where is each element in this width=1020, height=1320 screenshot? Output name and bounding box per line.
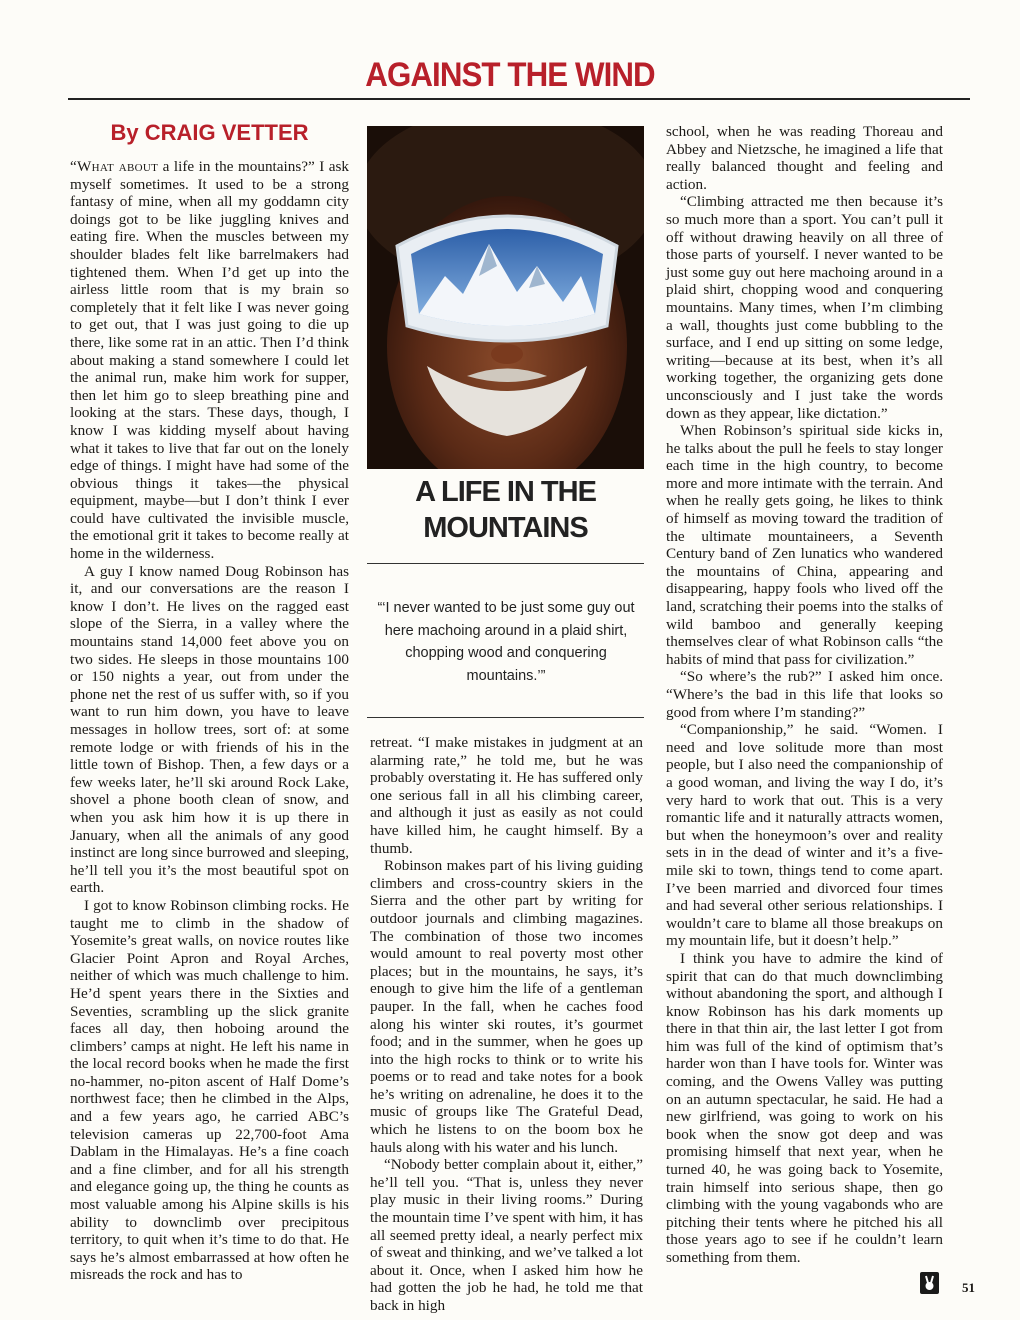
paragraph: “What about a life in the mountains?” I ask myself sometimes. It used to be a strong fantasy of mine, when all my goddamn city doings got to be like juggling knives and eating fire. When the muscles between my shoulder blades felt like barrelmakers had tightened them. When I’d get up into the airless little room that is my brain so completely that it felt like I was never going to get out, that I was just going to die up there, like some rat in an attic. Then I’d think about making a stand somewhere I could let the animal run, make him work for supper, then let him go to sleep breathing pine and looking at the stars. These days, though, I know I was kidding myself about having what it takes to live that far out on the lonely edge of things. I might have had some of the obvious things it takes—the physical equipment, maybe—but I don’t think I ever could have cultivated the invisible muscle, the emotional grit it takes to become really at home in the wilderness. [70,158,349,563]
paragraph: When Robinson’s spiritual side kicks in, he talks about the pull he feels to stay longer each time in the high country, to become more and more intimate with the terrain. And when he really gets going, he likes to think of himself as moving toward the tradition of the ultimate mountaineers, a Seventh Century band of Zen lunatics who wandered the mountains of China, appearing and disappearing, happy fools who lived off the land, scratching their poems into the stalks of wild bamboo and generally keeping themselves clear of what Robinson calls “the habits of mind that pass for civilization.” [666,422,943,668]
paragraph: retreat. “I make mistakes in judgment at an alarming rate,” he told me, but he was probably overstating it. He has suffered only one serious fall in all his climbing career, and although it just as easily as not could have killed him, he caught himself. By a thumb. [370,734,643,857]
paragraph: school, when he was reading Thoreau and Abbey and Nietzsche, he imagined a life that really balanced thought and feeling and action. [666,123,943,193]
article-column-3 [666,123,943,1267]
lead-in: “What about [70,158,159,175]
page-number: 51 [962,1280,975,1295]
article-title: AGAINST THE WIND [365,56,655,94]
paragraph: A guy I know named Doug Robinson has it, and our conversations are the reason I know I don’t. He lives on the ragged east slope of the Sierra, in a valley where the mountains stand 14,000 feet above you on two sides. He sleeps in those mountains 100 or 150 nights a year, out from under the phone net the rest of us suffer with, so if you want to run him down, you have to leave messages in hollow trees, sort of: at some remote lodge or with friends of his in the little town of Bishop. Then, a few days or a few weeks later, he’ll ski around Rock Lake, shovel a phone booth clean of snow, and when you ask him how it is up there in January, when all the animals of any good instinct are long since burrowed and sleeping, he’ll tell you it’s the most beautiful spot on earth. [70,562,349,897]
pull-quote: “‘I never wanted to be just some guy out here machoing around in a plaid shirt, chopping wood and conquering mountains.’” [377,600,635,684]
paragraph: Robinson makes part of his living guiding climbers and cross-country skiers in the Sierra and the other part by writing for outdoor journals and climbing magazines. The combination of those two incomes would amount to real poverty most other places; but in the mountains, he says, it’s enough to give him the life of a gentleman pauper. In the fall, when he caches food along his winter ski routes, it’s gourmet food; and in the summer, when he goes up into the high rocks to think or to write his poems or to read and take notes for a book he’s writing on adrenaline, he does it to the music of groups like The Grateful Dead, which he listens to on the boom box he hauls along with his water and his lunch. [370,857,643,1156]
rabbit-logo-icon [920,1272,939,1294]
paragraph: “So where’s the rub?” I asked him once. “Where’s the bad in this life that looks so good from where I’m standing?” [666,668,943,721]
deck-rule-top [367,563,644,564]
article-column-1 [70,158,349,1284]
deck-rule-bottom [367,717,644,718]
paragraph: I got to know Robinson climbing rocks. He taught me to climb in the shadow of Yosemite’s great walls, on novice routes like Glacier Point Apron and Royal Arches, neither of which was much challenge to him. He’d spent years there in the Sixties and Seventies, scrambling up the slick granite faces all day, then hoboing around the climbers’ camps at night. He left his name in the local record books when he made the first no-hammer, no-piton ascent of Half Dome’s northwest face; then he climbed in the Alps, and a few years ago, he carried ABC’s television cameras up 22,700-foot Ama Dablam in the Himalayas. He’s a fine coach and a fine climber, and for all his strength and elegance going up, the thing he counts as most valuable among his Alpine skills is his ability to downclimb over precipitous territory, to quit when it’s time to do that. He says he’s almost embarrassed at how often he misreads the rock and has to [70,896,349,1284]
title-rule [68,98,970,100]
paragraph: “Climbing attracted me then because it’s so much more than a sport. You can’t pull it off without drawing heavily on all three of those parts of yourself. I never wanted to be just some guy out here machoing around in a plaid shirt, chopping wood and conquering mountains. Many times, when I’m climbing a wall, thoughts just come bubbling to the surface, and I end up sitting on some ledge, writing—because at its best, when it’s all working together, the organizing gets done unconsciously and I just take the words down as they appear, like dictation.” [666,193,943,422]
byline: By CRAIG VETTER [110,120,309,145]
deck-title: A LIFE IN THE MOUNTAINS [415,476,596,544]
paragraph: I think you have to admire the kind of spirit that can do that much downclimbing without abandoning the sport, and although I know Robinson has his dark moments up there in that thin air, the last letter I got from him was full of the kind of optimism that’s harder won than I have tools for. Winter was coming, and the Owens Valley was putting on an autumn spectacular, he said. He had a new girlfriend, was going to work on his book when the snow got deep and was promising himself that next year, when he turned 40, he was going back to Yosemite, train himself into serious shape, then go climbing with the young vagabonds who are pitching their tents where he pitched his all those years ago to see if he couldn’t learn something from them. [666,949,943,1266]
paragraph: “Nobody better complain about it, either,” he’ll tell you. “That is, unless they never play music in their living rooms.” During the mountain time I’ve spent with him, it has all seemed pretty ideal, a nearly perfect mix of sweat and thinking, and we’ve talked a lot about it. Once, when I asked him how he had gotten the job he had, he told me that back in high [370,1156,643,1314]
article-column-2 [370,734,643,1315]
illustration-climber-goggles [367,126,644,469]
paragraph: “Companionship,” he said. “Women. I need and love solitude more than most people, but I also need the companionship of a good woman, and living the way I do, it’s very hard to work that out. This is a very romantic life and it naturally attracts women, but when the honeymoon’s over and reality sets in in the dead of winter and it’s a five-mile ski to town, things tend to come apart. I’ve been married and divorced four times and had several other serious relationships. I wouldn’t care to blame all those breakups on my mountain life, but it doesn’t help.” [666,721,943,950]
